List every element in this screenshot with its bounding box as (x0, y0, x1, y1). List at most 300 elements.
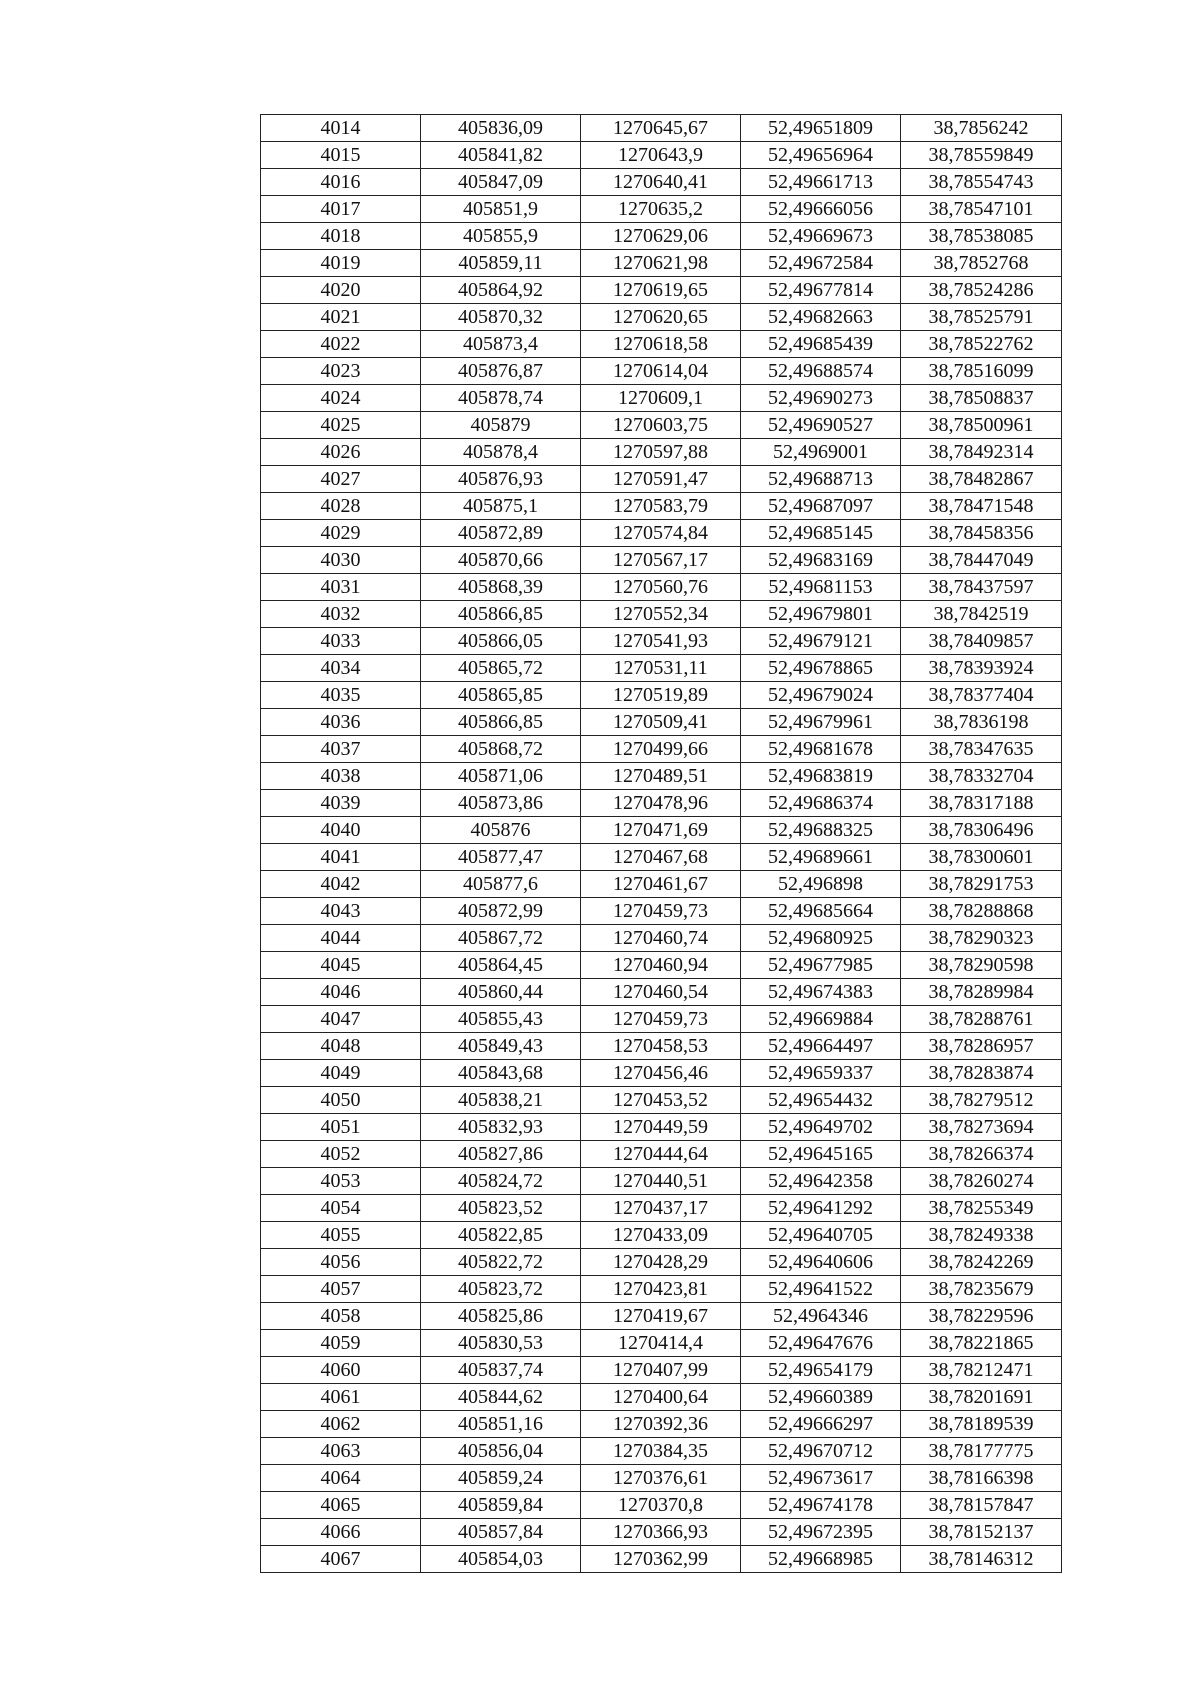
coordinates-table-body (261, 115, 1062, 1573)
y-coordinate-cell: 1270519,89 (581, 682, 741, 709)
table-row (261, 1492, 1062, 1519)
x-coordinate-cell: 405844,62 (421, 1384, 581, 1411)
table-row (261, 223, 1062, 250)
longitude-cell: 38,78235679 (901, 1276, 1062, 1303)
y-coordinate-cell: 1270460,54 (581, 979, 741, 1006)
x-coordinate-cell: 405859,24 (421, 1465, 581, 1492)
point-number-cell: 4035 (261, 682, 421, 709)
point-number-cell: 4048 (261, 1033, 421, 1060)
point-number-cell: 4050 (261, 1087, 421, 1114)
latitude-cell: 52,4964346 (741, 1303, 901, 1330)
x-coordinate-cell: 405871,06 (421, 763, 581, 790)
y-coordinate-cell: 1270640,41 (581, 169, 741, 196)
longitude-cell: 38,78146312 (901, 1546, 1062, 1573)
y-coordinate-cell: 1270370,8 (581, 1492, 741, 1519)
x-coordinate-cell: 405864,45 (421, 952, 581, 979)
x-coordinate-cell: 405855,43 (421, 1006, 581, 1033)
table-row (261, 1006, 1062, 1033)
latitude-cell: 52,49670712 (741, 1438, 901, 1465)
x-coordinate-cell: 405851,16 (421, 1411, 581, 1438)
x-coordinate-cell: 405830,53 (421, 1330, 581, 1357)
table-row (261, 898, 1062, 925)
y-coordinate-cell: 1270609,1 (581, 385, 741, 412)
table-row (261, 1276, 1062, 1303)
point-number-cell: 4065 (261, 1492, 421, 1519)
y-coordinate-cell: 1270444,64 (581, 1141, 741, 1168)
latitude-cell: 52,49642358 (741, 1168, 901, 1195)
x-coordinate-cell: 405879 (421, 412, 581, 439)
table-row (261, 304, 1062, 331)
table-row (261, 736, 1062, 763)
y-coordinate-cell: 1270583,79 (581, 493, 741, 520)
longitude-cell: 38,78547101 (901, 196, 1062, 223)
point-number-cell: 4038 (261, 763, 421, 790)
longitude-cell: 38,78458356 (901, 520, 1062, 547)
x-coordinate-cell: 405847,09 (421, 169, 581, 196)
point-number-cell: 4051 (261, 1114, 421, 1141)
table-row (261, 628, 1062, 655)
longitude-cell: 38,78260274 (901, 1168, 1062, 1195)
longitude-cell: 38,78347635 (901, 736, 1062, 763)
latitude-cell: 52,49679121 (741, 628, 901, 655)
latitude-cell: 52,49677985 (741, 952, 901, 979)
latitude-cell: 52,49674383 (741, 979, 901, 1006)
point-number-cell: 4021 (261, 304, 421, 331)
point-number-cell: 4034 (261, 655, 421, 682)
longitude-cell: 38,78317188 (901, 790, 1062, 817)
y-coordinate-cell: 1270509,41 (581, 709, 741, 736)
y-coordinate-cell: 1270400,64 (581, 1384, 741, 1411)
table-row (261, 1411, 1062, 1438)
point-number-cell: 4052 (261, 1141, 421, 1168)
x-coordinate-cell: 405878,4 (421, 439, 581, 466)
longitude-cell: 38,78157847 (901, 1492, 1062, 1519)
y-coordinate-cell: 1270531,11 (581, 655, 741, 682)
y-coordinate-cell: 1270614,04 (581, 358, 741, 385)
y-coordinate-cell: 1270376,61 (581, 1465, 741, 1492)
y-coordinate-cell: 1270471,69 (581, 817, 741, 844)
latitude-cell: 52,4969001 (741, 439, 901, 466)
latitude-cell: 52,49673617 (741, 1465, 901, 1492)
table-row (261, 1438, 1062, 1465)
x-coordinate-cell: 405866,85 (421, 601, 581, 628)
table-row (261, 1168, 1062, 1195)
x-coordinate-cell: 405823,72 (421, 1276, 581, 1303)
x-coordinate-cell: 405841,82 (421, 142, 581, 169)
longitude-cell: 38,78524286 (901, 277, 1062, 304)
longitude-cell: 38,78437597 (901, 574, 1062, 601)
point-number-cell: 4055 (261, 1222, 421, 1249)
longitude-cell: 38,78229596 (901, 1303, 1062, 1330)
point-number-cell: 4067 (261, 1546, 421, 1573)
latitude-cell: 52,49685145 (741, 520, 901, 547)
y-coordinate-cell: 1270459,73 (581, 898, 741, 925)
latitude-cell: 52,49668985 (741, 1546, 901, 1573)
x-coordinate-cell: 405849,43 (421, 1033, 581, 1060)
table-row (261, 601, 1062, 628)
x-coordinate-cell: 405868,72 (421, 736, 581, 763)
point-number-cell: 4040 (261, 817, 421, 844)
point-number-cell: 4016 (261, 169, 421, 196)
y-coordinate-cell: 1270366,93 (581, 1519, 741, 1546)
table-row (261, 655, 1062, 682)
longitude-cell: 38,78300601 (901, 844, 1062, 871)
longitude-cell: 38,78255349 (901, 1195, 1062, 1222)
point-number-cell: 4029 (261, 520, 421, 547)
y-coordinate-cell: 1270433,09 (581, 1222, 741, 1249)
y-coordinate-cell: 1270619,65 (581, 277, 741, 304)
point-number-cell: 4054 (261, 1195, 421, 1222)
x-coordinate-cell: 405823,52 (421, 1195, 581, 1222)
y-coordinate-cell: 1270541,93 (581, 628, 741, 655)
y-coordinate-cell: 1270449,59 (581, 1114, 741, 1141)
x-coordinate-cell: 405827,86 (421, 1141, 581, 1168)
longitude-cell: 38,78152137 (901, 1519, 1062, 1546)
y-coordinate-cell: 1270423,81 (581, 1276, 741, 1303)
point-number-cell: 4030 (261, 547, 421, 574)
x-coordinate-cell: 405836,09 (421, 115, 581, 142)
y-coordinate-cell: 1270460,94 (581, 952, 741, 979)
y-coordinate-cell: 1270437,17 (581, 1195, 741, 1222)
x-coordinate-cell: 405877,6 (421, 871, 581, 898)
table-row (261, 250, 1062, 277)
longitude-cell: 38,78516099 (901, 358, 1062, 385)
x-coordinate-cell: 405851,9 (421, 196, 581, 223)
table-row (261, 277, 1062, 304)
table-row (261, 1384, 1062, 1411)
point-number-cell: 4019 (261, 250, 421, 277)
latitude-cell: 52,49688574 (741, 358, 901, 385)
longitude-cell: 38,78538085 (901, 223, 1062, 250)
x-coordinate-cell: 405865,72 (421, 655, 581, 682)
point-number-cell: 4023 (261, 358, 421, 385)
latitude-cell: 52,49685439 (741, 331, 901, 358)
point-number-cell: 4058 (261, 1303, 421, 1330)
point-number-cell: 4039 (261, 790, 421, 817)
longitude-cell: 38,78508837 (901, 385, 1062, 412)
table-row (261, 1249, 1062, 1276)
latitude-cell: 52,49654179 (741, 1357, 901, 1384)
table-row (261, 979, 1062, 1006)
y-coordinate-cell: 1270621,98 (581, 250, 741, 277)
latitude-cell: 52,49679024 (741, 682, 901, 709)
x-coordinate-cell: 405873,86 (421, 790, 581, 817)
y-coordinate-cell: 1270597,88 (581, 439, 741, 466)
x-coordinate-cell: 405822,85 (421, 1222, 581, 1249)
latitude-cell: 52,496898 (741, 871, 901, 898)
x-coordinate-cell: 405870,66 (421, 547, 581, 574)
longitude-cell: 38,7836198 (901, 709, 1062, 736)
y-coordinate-cell: 1270392,36 (581, 1411, 741, 1438)
latitude-cell: 52,49686374 (741, 790, 901, 817)
table-row (261, 790, 1062, 817)
y-coordinate-cell: 1270478,96 (581, 790, 741, 817)
y-coordinate-cell: 1270591,47 (581, 466, 741, 493)
longitude-cell: 38,7856242 (901, 115, 1062, 142)
latitude-cell: 52,49678865 (741, 655, 901, 682)
y-coordinate-cell: 1270574,84 (581, 520, 741, 547)
x-coordinate-cell: 405872,99 (421, 898, 581, 925)
x-coordinate-cell: 405865,85 (421, 682, 581, 709)
x-coordinate-cell: 405832,93 (421, 1114, 581, 1141)
point-number-cell: 4027 (261, 466, 421, 493)
longitude-cell: 38,78279512 (901, 1087, 1062, 1114)
point-number-cell: 4017 (261, 196, 421, 223)
table-row (261, 1087, 1062, 1114)
y-coordinate-cell: 1270645,67 (581, 115, 741, 142)
y-coordinate-cell: 1270458,53 (581, 1033, 741, 1060)
x-coordinate-cell: 405872,89 (421, 520, 581, 547)
point-number-cell: 4047 (261, 1006, 421, 1033)
latitude-cell: 52,49669673 (741, 223, 901, 250)
table-row (261, 763, 1062, 790)
point-number-cell: 4025 (261, 412, 421, 439)
x-coordinate-cell: 405838,21 (421, 1087, 581, 1114)
point-number-cell: 4045 (261, 952, 421, 979)
latitude-cell: 52,49687097 (741, 493, 901, 520)
longitude-cell: 38,78177775 (901, 1438, 1062, 1465)
y-coordinate-cell: 1270428,29 (581, 1249, 741, 1276)
point-number-cell: 4032 (261, 601, 421, 628)
point-number-cell: 4022 (261, 331, 421, 358)
table-row (261, 925, 1062, 952)
table-row (261, 439, 1062, 466)
table-row (261, 1033, 1062, 1060)
y-coordinate-cell: 1270440,51 (581, 1168, 741, 1195)
y-coordinate-cell: 1270461,67 (581, 871, 741, 898)
x-coordinate-cell: 405877,47 (421, 844, 581, 871)
x-coordinate-cell: 405854,03 (421, 1546, 581, 1573)
longitude-cell: 38,78500961 (901, 412, 1062, 439)
latitude-cell: 52,49640606 (741, 1249, 901, 1276)
x-coordinate-cell: 405873,4 (421, 331, 581, 358)
table-row (261, 412, 1062, 439)
longitude-cell: 38,78290323 (901, 925, 1062, 952)
table-row (261, 547, 1062, 574)
latitude-cell: 52,49661713 (741, 169, 901, 196)
latitude-cell: 52,49660389 (741, 1384, 901, 1411)
y-coordinate-cell: 1270499,66 (581, 736, 741, 763)
table-row (261, 493, 1062, 520)
point-number-cell: 4043 (261, 898, 421, 925)
y-coordinate-cell: 1270407,99 (581, 1357, 741, 1384)
longitude-cell: 38,78288761 (901, 1006, 1062, 1033)
x-coordinate-cell: 405875,1 (421, 493, 581, 520)
longitude-cell: 38,78289984 (901, 979, 1062, 1006)
x-coordinate-cell: 405855,9 (421, 223, 581, 250)
latitude-cell: 52,49677814 (741, 277, 901, 304)
latitude-cell: 52,49651809 (741, 115, 901, 142)
table-row (261, 1060, 1062, 1087)
table-row (261, 952, 1062, 979)
longitude-cell: 38,7842519 (901, 601, 1062, 628)
table-row (261, 871, 1062, 898)
point-number-cell: 4049 (261, 1060, 421, 1087)
latitude-cell: 52,49689661 (741, 844, 901, 871)
latitude-cell: 52,49688325 (741, 817, 901, 844)
longitude-cell: 38,78393924 (901, 655, 1062, 682)
longitude-cell: 38,78273694 (901, 1114, 1062, 1141)
longitude-cell: 38,78332704 (901, 763, 1062, 790)
longitude-cell: 38,78377404 (901, 682, 1062, 709)
table-row (261, 1222, 1062, 1249)
latitude-cell: 52,49674178 (741, 1492, 901, 1519)
longitude-cell: 38,78559849 (901, 142, 1062, 169)
table-row (261, 385, 1062, 412)
y-coordinate-cell: 1270459,73 (581, 1006, 741, 1033)
latitude-cell: 52,49659337 (741, 1060, 901, 1087)
longitude-cell: 38,78249338 (901, 1222, 1062, 1249)
latitude-cell: 52,49641522 (741, 1276, 901, 1303)
table-row (261, 358, 1062, 385)
point-number-cell: 4063 (261, 1438, 421, 1465)
latitude-cell: 52,49690273 (741, 385, 901, 412)
table-row (261, 142, 1062, 169)
longitude-cell: 38,7852768 (901, 250, 1062, 277)
x-coordinate-cell: 405859,84 (421, 1492, 581, 1519)
y-coordinate-cell: 1270384,35 (581, 1438, 741, 1465)
point-number-cell: 4020 (261, 277, 421, 304)
point-number-cell: 4053 (261, 1168, 421, 1195)
latitude-cell: 52,49680925 (741, 925, 901, 952)
x-coordinate-cell: 405868,39 (421, 574, 581, 601)
point-number-cell: 4026 (261, 439, 421, 466)
table-row (261, 1357, 1062, 1384)
point-number-cell: 4042 (261, 871, 421, 898)
y-coordinate-cell: 1270419,67 (581, 1303, 741, 1330)
table-row (261, 1330, 1062, 1357)
longitude-cell: 38,78447049 (901, 547, 1062, 574)
x-coordinate-cell: 405878,74 (421, 385, 581, 412)
longitude-cell: 38,78201691 (901, 1384, 1062, 1411)
table-row (261, 1465, 1062, 1492)
y-coordinate-cell: 1270453,52 (581, 1087, 741, 1114)
table-row (261, 1546, 1062, 1573)
latitude-cell: 52,49645165 (741, 1141, 901, 1168)
x-coordinate-cell: 405857,84 (421, 1519, 581, 1546)
longitude-cell: 38,78283874 (901, 1060, 1062, 1087)
table-row (261, 1519, 1062, 1546)
table-row (261, 1141, 1062, 1168)
table-row (261, 115, 1062, 142)
longitude-cell: 38,78189539 (901, 1411, 1062, 1438)
longitude-cell: 38,78290598 (901, 952, 1062, 979)
y-coordinate-cell: 1270362,99 (581, 1546, 741, 1573)
point-number-cell: 4059 (261, 1330, 421, 1357)
y-coordinate-cell: 1270629,06 (581, 223, 741, 250)
y-coordinate-cell: 1270567,17 (581, 547, 741, 574)
table-row (261, 574, 1062, 601)
y-coordinate-cell: 1270643,9 (581, 142, 741, 169)
x-coordinate-cell: 405856,04 (421, 1438, 581, 1465)
latitude-cell: 52,49664497 (741, 1033, 901, 1060)
point-number-cell: 4061 (261, 1384, 421, 1411)
y-coordinate-cell: 1270552,34 (581, 601, 741, 628)
point-number-cell: 4028 (261, 493, 421, 520)
longitude-cell: 38,78291753 (901, 871, 1062, 898)
x-coordinate-cell: 405837,74 (421, 1357, 581, 1384)
longitude-cell: 38,78554743 (901, 169, 1062, 196)
table-row (261, 169, 1062, 196)
point-number-cell: 4014 (261, 115, 421, 142)
longitude-cell: 38,78212471 (901, 1357, 1062, 1384)
table-row (261, 196, 1062, 223)
point-number-cell: 4066 (261, 1519, 421, 1546)
y-coordinate-cell: 1270620,65 (581, 304, 741, 331)
latitude-cell: 52,49640705 (741, 1222, 901, 1249)
point-number-cell: 4033 (261, 628, 421, 655)
longitude-cell: 38,78288868 (901, 898, 1062, 925)
x-coordinate-cell: 405860,44 (421, 979, 581, 1006)
table-row (261, 1303, 1062, 1330)
latitude-cell: 52,49679961 (741, 709, 901, 736)
y-coordinate-cell: 1270414,4 (581, 1330, 741, 1357)
latitude-cell: 52,49681153 (741, 574, 901, 601)
x-coordinate-cell: 405859,11 (421, 250, 581, 277)
latitude-cell: 52,49681678 (741, 736, 901, 763)
latitude-cell: 52,49656964 (741, 142, 901, 169)
longitude-cell: 38,78166398 (901, 1465, 1062, 1492)
point-number-cell: 4064 (261, 1465, 421, 1492)
x-coordinate-cell: 405876,93 (421, 466, 581, 493)
point-number-cell: 4056 (261, 1249, 421, 1276)
point-number-cell: 4024 (261, 385, 421, 412)
x-coordinate-cell: 405864,92 (421, 277, 581, 304)
longitude-cell: 38,78242269 (901, 1249, 1062, 1276)
x-coordinate-cell: 405825,86 (421, 1303, 581, 1330)
point-number-cell: 4060 (261, 1357, 421, 1384)
table-row (261, 331, 1062, 358)
x-coordinate-cell: 405870,32 (421, 304, 581, 331)
x-coordinate-cell: 405876 (421, 817, 581, 844)
latitude-cell: 52,49679801 (741, 601, 901, 628)
table-row (261, 709, 1062, 736)
coordinates-table (260, 114, 1062, 1573)
table-row (261, 844, 1062, 871)
latitude-cell: 52,49649702 (741, 1114, 901, 1141)
x-coordinate-cell: 405866,05 (421, 628, 581, 655)
latitude-cell: 52,49666297 (741, 1411, 901, 1438)
longitude-cell: 38,78522762 (901, 331, 1062, 358)
x-coordinate-cell: 405867,72 (421, 925, 581, 952)
longitude-cell: 38,78525791 (901, 304, 1062, 331)
table-row (261, 817, 1062, 844)
y-coordinate-cell: 1270618,58 (581, 331, 741, 358)
latitude-cell: 52,49672395 (741, 1519, 901, 1546)
point-number-cell: 4031 (261, 574, 421, 601)
longitude-cell: 38,78471548 (901, 493, 1062, 520)
latitude-cell: 52,49641292 (741, 1195, 901, 1222)
longitude-cell: 38,78492314 (901, 439, 1062, 466)
point-number-cell: 4015 (261, 142, 421, 169)
point-number-cell: 4037 (261, 736, 421, 763)
table-row (261, 1195, 1062, 1222)
point-number-cell: 4036 (261, 709, 421, 736)
latitude-cell: 52,49672584 (741, 250, 901, 277)
y-coordinate-cell: 1270560,76 (581, 574, 741, 601)
latitude-cell: 52,49690527 (741, 412, 901, 439)
longitude-cell: 38,78482867 (901, 466, 1062, 493)
latitude-cell: 52,49654432 (741, 1087, 901, 1114)
point-number-cell: 4057 (261, 1276, 421, 1303)
point-number-cell: 4018 (261, 223, 421, 250)
longitude-cell: 38,78409857 (901, 628, 1062, 655)
y-coordinate-cell: 1270635,2 (581, 196, 741, 223)
point-number-cell: 4062 (261, 1411, 421, 1438)
point-number-cell: 4041 (261, 844, 421, 871)
point-number-cell: 4044 (261, 925, 421, 952)
y-coordinate-cell: 1270460,74 (581, 925, 741, 952)
